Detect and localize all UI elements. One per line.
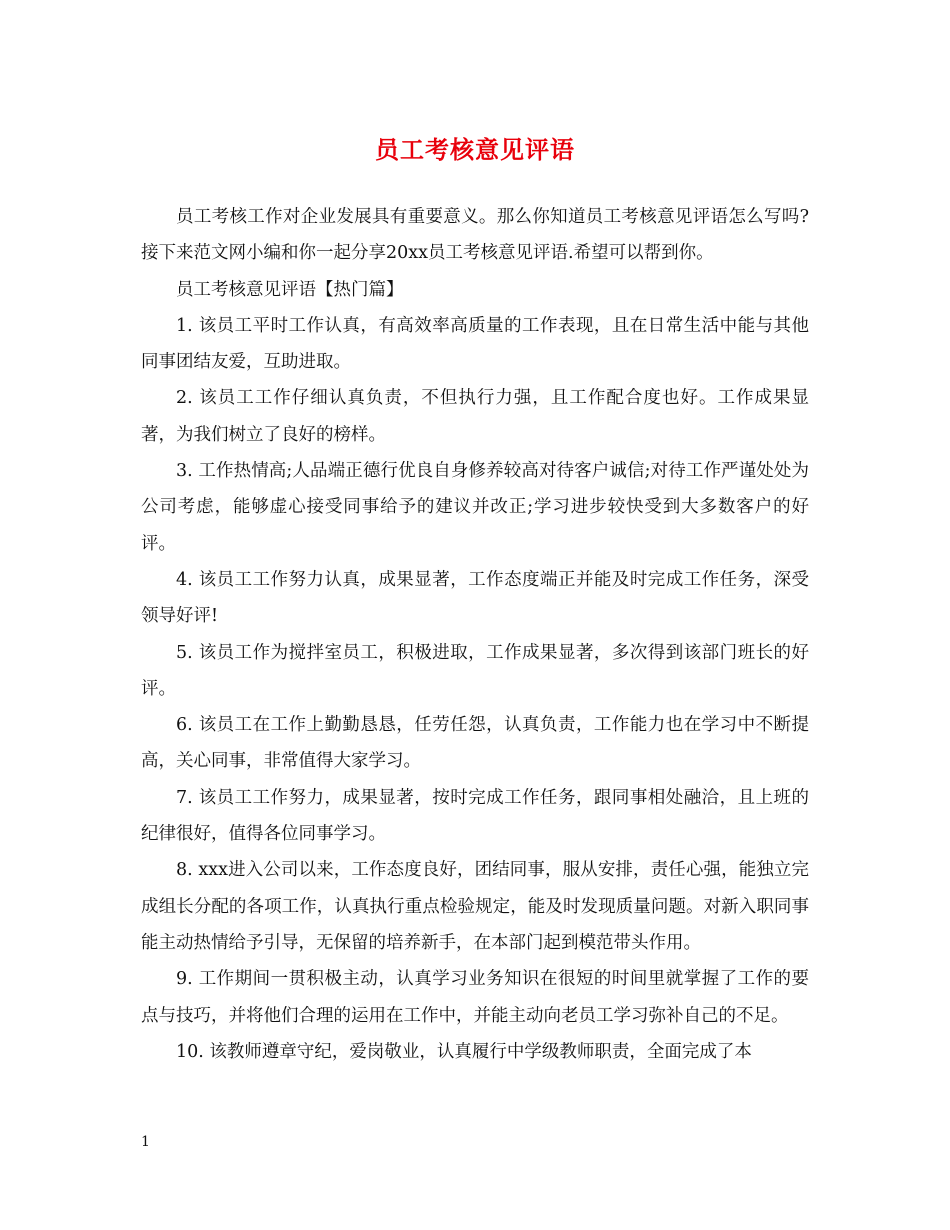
- list-item: 10. 该教师遵章守纪，爱岗敬业，认真履行中学级教师职责，全面完成了本: [176, 1041, 752, 1062]
- page-number: 1: [141, 1134, 150, 1150]
- list-item: 5. 该员工作为搅拌室员工，积极进取，工作成果显著，多次得到该部门班长的好评。: [141, 642, 809, 699]
- document-title: 员工考核意见评语: [375, 135, 575, 164]
- paragraph-intro: 员工考核工作对企业发展具有重要意义。那么你知道员工考核意见评语怎么写吗?接下来范文网小编和你一起分享20xx员工考核意见评语.希望可以帮到你。: [141, 207, 809, 264]
- list-item: 3. 工作热情高;人品端正德行优良自身修养较高对待客户诚信;对待工作严谨处处为公司考虑，能够虚心接受同事给予的建议并改正;学习进步较快受到大多数客户的好评。: [141, 461, 809, 554]
- list-item: 7. 该员工工作努力，成果显著，按时完成工作任务，跟同事相处融洽，且上班的纪律很好，值得各位同事学习。: [141, 787, 809, 845]
- list-item: 2. 该员工工作仔细认真负责，不但执行力强，且工作配合度也好。工作成果显著，为我们树立了良好的榜样。: [141, 388, 809, 445]
- list-item: 6. 该员工在工作上勤勤恳恳，任劳任怨，认真负责，工作能力也在学习中不断提高，关心同事，非常值得大家学习。: [141, 715, 809, 772]
- list-item: 9. 工作期间一贯积极主动，认真学习业务知识在很短的时间里就掌握了工作的要点与技巧，并将他们合理的运用在工作中，并能主动向老员工学习弥补自己的不足。: [141, 969, 809, 1026]
- list-item: 8. xxx进入公司以来，工作态度良好，团结同事，服从安排，责任心强，能独立完成组长分配的各项工作，认真执行重点检验规定，能及时发现质量问题。对新入职同事能主动热情给予引导，无保留的培养新手，在本部门起到模范带头作用。: [141, 860, 809, 953]
- list-item: 4. 该员工工作努力认真，成果显著，工作态度端正并能及时完成工作任务，深受领导好评!: [141, 569, 809, 627]
- document-body: [141, 199, 809, 1070]
- list-item: 1. 该员工平时工作认真，有高效率高质量的工作表现，且在日常生活中能与其他同事团结友爱，互助进取。: [141, 315, 809, 373]
- section-heading: 员工考核意见评语【热门篇】: [176, 279, 404, 300]
